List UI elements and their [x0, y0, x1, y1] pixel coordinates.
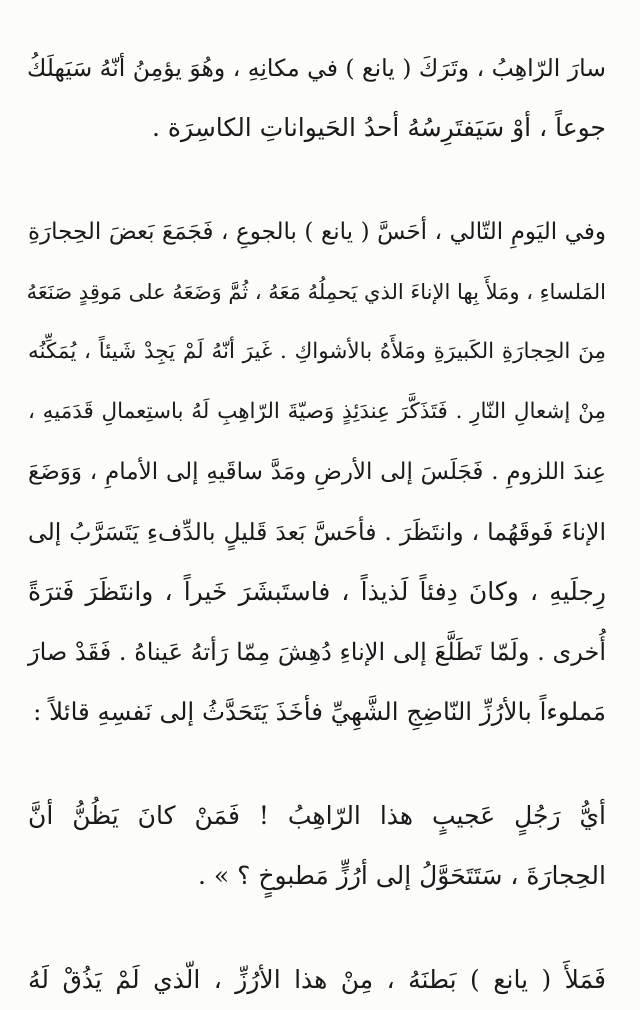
text-line: عِندَ اللزومِ . فَجَلَسَ إلى الأرضِ ومَدَّ ساقَيهِ إلى الأمامِ ، وَوَضَعَ — [28, 459, 606, 485]
text-line: مِنْ إشعالِ النّارِ . فَتَذَكَّرَ عِندَئِذٍ وَصيّةَ الرّاهِبِ لَهُ باستِعمالِ قَدَمَيهِ ، — [28, 399, 606, 424]
paragraph-1 — [28, 38, 606, 158]
paragraph-spacer — [28, 906, 606, 950]
text-line: فَمَلأَ ( يانع ) بَطنَهُ ، مِنْ هذا الأرُزِّ ، الّذي لَمْ يَذُقْ لَهُ — [28, 965, 606, 994]
text-line: جوعاً ، أوْ سَيَفتَرِسُهُ أحدُ الحَيواناتِ الكاسِرَة . — [152, 113, 606, 142]
paragraph-4 — [28, 950, 606, 1010]
text-line: أُخرى . ولَمّا تَطَلَّعَ إلى الإناءِ دُهِشَ مِمّا رَأتهُ عَيناهُ . فَقَدْ صارَ — [28, 638, 606, 666]
text-line: المَلساءِ ، ومَلأَ بِها الإناءَ الذي يَحمِلُهُ مَعَهُ ، ثُمَّ وَضَعَهُ على مَوقِدٍ صَنَعَهُ — [26, 280, 606, 304]
text-line: وفي اليَومِ التّالي ، أحَسَّ ( يانع ) بالجوعِ ، فَجَمَعَ بَعضَ الحِجارَةِ — [28, 219, 606, 245]
text-line: الحِجارَةَ ، سَتَتَحَوَّلُ إلى أرُزٍّ مَطبوخٍ ؟ » . — [197, 861, 606, 890]
paragraph-spacer — [28, 158, 606, 202]
paragraph-spacer — [28, 742, 606, 786]
paragraph-3 — [28, 786, 606, 906]
text-line: سارَ الرّاهِبُ ، وتَرَكَ ( يانع ) في مكانِهِ ، وهُوَ يؤمِنُ أنّهُ سَيَهلَكُ — [26, 54, 606, 82]
text-line: أيُّ رَجُلٍ عَجيبٍ هذا الرّاهِبُ ! فَمَنْ كانَ يَظُنُّ أنَّ — [28, 801, 606, 830]
text-line: مِنَ الحِجارَةِ الكَبيرَةِ ومَلأَهُ بالأشواكِ . غَيرَ أنّهُ لَمْ يَجِدْ شَيئاً ، يُمَكِّنُه — [28, 339, 606, 364]
text-line: الإناءَ فَوقَهُما ، وانتَظَرَ . فأحَسَّ بَعدَ قَليلٍ بالدِّفءِ يَتَسَرَّبُ إلى — [28, 518, 606, 546]
paragraph-2 — [28, 202, 606, 742]
text-line: مَملوءاً بالأرُزِّ النّاضِجِ الشَّهِيِّ فأخَذَ يَتَحَدَّثُ إلى نَفسِهِ قائلاً : — [33, 697, 606, 726]
text-line: رِجلَيهِ ، وكانَ دِفئاً لَذيذاً ، فاستَبشَرَ خَيراً ، وانتَظَرَ فَترَةً — [28, 577, 606, 606]
